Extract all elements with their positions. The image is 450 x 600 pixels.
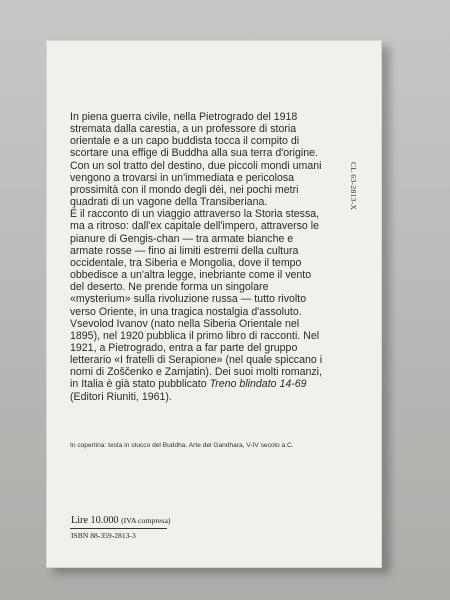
- price-label: Lire 10.000: [71, 515, 119, 526]
- book-title-reference: Treno blindato 14-69: [209, 378, 307, 391]
- publisher-note: (Editori Riuniti, 1961).: [70, 390, 172, 403]
- divider-line: [70, 528, 167, 529]
- blurb-paragraph-1: In piena guerra civile, nella Pietrogrado del 1918 stremata dalla carestia, a un professore di storia orientale e a un capo buddista tocca il compito di scortare una effige di Buddha alla sua terra d'origine. Con un sol tratto del destino, due piccoli mondi umani vengono a trovarsi in un'immediata e pericolosa prossimità con il mondo degli dèi, nei pochi metri quadrati di un vagone della Transiberiana.: [70, 111, 322, 209]
- blurb-text: [70, 111, 328, 403]
- isbn: ISBN 88-359-2813-3: [71, 531, 136, 540]
- blurb-paragraph-2: È il racconto di un viaggio attraverso la Storia stessa, ma a ritroso: dall'ex capitale dell'impero, attraverso le pianure di Gengis-chan — tra armate bianche e armate rosse — fino ai limiti estremi della cultura occidentale, tra Siberia e Mongolia, dove il tempo obbedisce a un'altra legge, inebriante come il vento del deserto. Ne prende forma un singolare «mysterium» sulla rivoluzione russa — tutto rivolto verso Oriente, in una tragica nostalgia d'assoluto.: [70, 208, 320, 318]
- price-note: (IVA compresa): [121, 516, 171, 525]
- cover-caption: In copertina: testa in stucco del Buddha. Arte del Gandhara, V-IV secolo a.C.: [70, 442, 294, 449]
- blurb-paragraph-3: [70, 318, 328, 403]
- catalog-code: CL 63-2813-X: [349, 162, 358, 211]
- price-line: [71, 515, 171, 526]
- author-bio: Vsevolod Ivanov (nato nella Siberia Orientale nel 1895), nel 1920 pubblica il primo libro di racconti. Nel 1921, a Pietrogrado, entra a far parte del gruppo letterario «I fratelli di Serapione» (nel quale spiccano i nomi di Zoščenko e Zamjatin). Dei suoi molti romanzi, in Italia è già stato pubblicato: [70, 317, 323, 391]
